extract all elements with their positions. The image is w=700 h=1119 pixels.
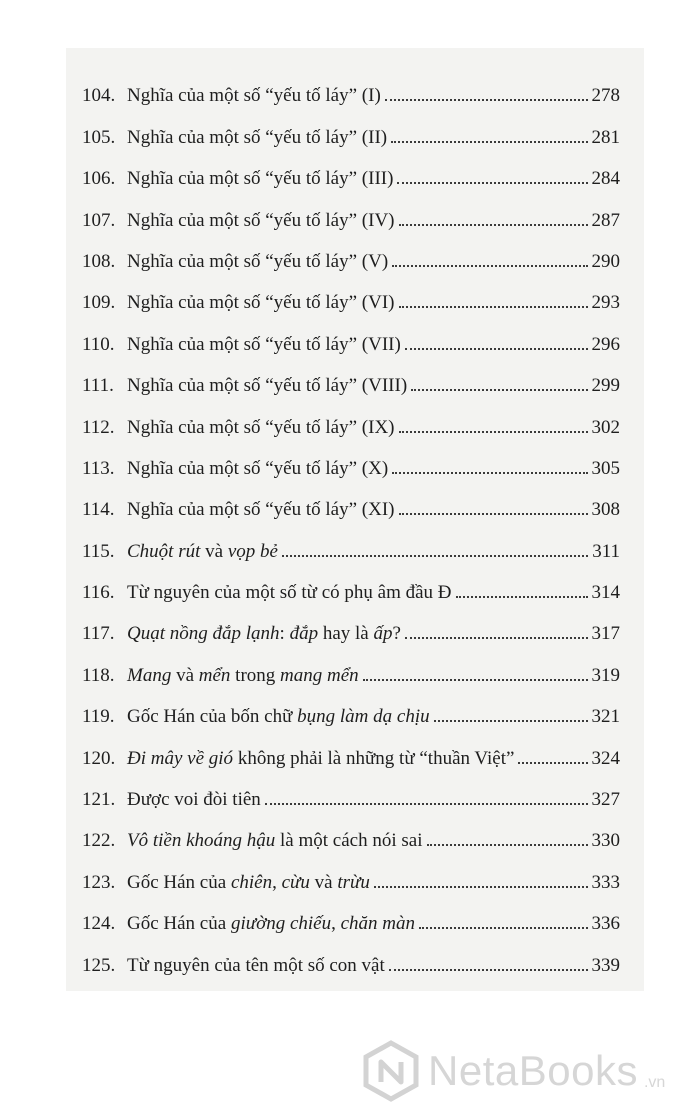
toc-entry-number: 114. <box>82 499 115 521</box>
toc-entry-number: 119. <box>82 706 115 728</box>
toc-entry-title <box>124 872 370 894</box>
toc-title-italic-part: Chuột rút <box>127 540 201 562</box>
toc-entry-title <box>124 375 407 397</box>
toc-title-part: Nghĩa của một số “yếu tố láy” (VII) <box>127 333 401 355</box>
toc-entry-number: 115. <box>82 540 115 562</box>
toc-entry <box>82 894 620 935</box>
toc-entry <box>82 645 620 686</box>
dot-leader <box>363 679 588 681</box>
toc-entry <box>82 563 620 604</box>
toc-title-part: Gốc Hán của <box>127 871 231 893</box>
dot-leader <box>427 844 588 846</box>
toc-title-part: , <box>331 913 341 935</box>
toc-entry <box>82 935 620 976</box>
toc-entry-title <box>124 541 278 563</box>
dot-leader <box>397 182 587 184</box>
toc-entry <box>82 273 620 314</box>
dot-leader <box>518 762 587 764</box>
toc-entry-page-number: 293 <box>591 292 620 314</box>
toc-entry-number: 120. <box>82 747 116 769</box>
toc-entry-page-number: 339 <box>591 954 620 976</box>
toc-entry <box>82 66 620 107</box>
toc-entry-title <box>124 913 415 935</box>
toc-entry-number: 105. <box>82 126 116 148</box>
toc-entry-page-number: 296 <box>591 333 620 355</box>
dot-leader <box>399 513 588 515</box>
toc-title-italic-part: đắp <box>289 623 319 645</box>
toc-entry <box>82 107 620 148</box>
dot-leader <box>434 720 588 722</box>
toc-entry <box>82 149 620 190</box>
toc-title-italic-part: giường chiếu <box>230 913 332 935</box>
toc-entry-title <box>124 623 401 645</box>
toc-title-italic-part: Vô tiền khoáng hậu <box>127 830 276 852</box>
dot-leader <box>405 348 588 350</box>
toc-entry-page-number: 278 <box>591 85 620 107</box>
dot-leader <box>399 306 588 308</box>
toc-entry-page-number: 287 <box>591 209 620 231</box>
toc-title-part: ? <box>392 623 401 645</box>
toc-entry-title <box>124 582 452 604</box>
toc-entry-number: 117. <box>82 623 115 645</box>
toc-entry <box>82 852 620 893</box>
toc-entry-number: 107. <box>82 209 116 231</box>
dot-leader <box>392 472 587 474</box>
toc-entry-title <box>124 748 514 770</box>
dot-leader <box>456 596 588 598</box>
toc-title-italic-part: mang mển <box>280 664 359 686</box>
toc-entry-number: 110. <box>82 333 115 355</box>
toc-entry <box>82 687 620 728</box>
toc-entry-page-number: 330 <box>591 830 620 852</box>
toc-entry-title <box>124 830 423 852</box>
toc-title-part: trong <box>230 664 281 686</box>
toc-entry <box>82 397 620 438</box>
toc-entry-title <box>124 292 395 314</box>
toc-title-part: Nghĩa của một số “yếu tố láy” (IX) <box>127 416 395 438</box>
toc-entry-page-number: 305 <box>591 457 620 479</box>
toc-title-italic-part: chăn màn <box>340 913 416 935</box>
toc-entry-page-number: 319 <box>591 664 620 686</box>
netabooks-logo-icon <box>360 1040 422 1102</box>
toc-title-part: , <box>272 871 282 893</box>
toc-entry-number: 112. <box>82 416 115 438</box>
toc-entry <box>82 480 620 521</box>
toc-entry-title <box>124 789 261 811</box>
dot-leader <box>265 803 588 805</box>
toc-entry <box>82 356 620 397</box>
toc-title-italic-part: Đi mây về gió <box>127 747 234 769</box>
watermark <box>360 1040 665 1102</box>
toc-entry-title <box>124 417 395 439</box>
toc-entry-page-number: 281 <box>591 126 620 148</box>
toc-title-part: Nghĩa của một số “yếu tố láy” (I) <box>127 85 381 107</box>
toc-title-part: và <box>309 871 338 893</box>
toc-entry-number: 116. <box>82 582 115 604</box>
toc-title-part: Nghĩa của một số “yếu tố láy” (V) <box>127 250 389 272</box>
dot-leader <box>411 389 587 391</box>
dot-leader <box>399 224 588 226</box>
toc-entry <box>82 314 620 355</box>
toc-title-part: Nghĩa của một số “yếu tố láy” (VIII) <box>127 375 408 397</box>
toc-title-part: Gốc Hán của bốn chữ <box>127 706 298 728</box>
toc-entry-number: 123. <box>82 871 116 893</box>
toc-title-part: và <box>200 540 228 562</box>
toc-title-part: Nghĩa của một số “yếu tố láy” (IV) <box>127 209 395 231</box>
toc-entry <box>82 521 620 562</box>
toc-entry-title <box>124 168 393 190</box>
toc-entry-page-number: 336 <box>591 913 620 935</box>
toc-entry <box>82 604 620 645</box>
toc-entry <box>82 728 620 769</box>
toc-entry-title <box>124 334 401 356</box>
toc-title-part: Nghĩa của một số “yếu tố láy” (II) <box>127 126 388 148</box>
toc-title-part: Nghĩa của một số “yếu tố láy” (X) <box>127 457 389 479</box>
watermark-brand: NetaBooks <box>428 1047 638 1094</box>
toc-entry-page-number: 299 <box>591 375 620 397</box>
toc-entry-title <box>124 85 381 107</box>
toc-entry-page-number: 324 <box>591 747 620 769</box>
toc-entry-page-number: 290 <box>591 250 620 272</box>
toc-entry-page-number: 284 <box>591 168 620 190</box>
toc-entry-number: 104. <box>82 85 116 107</box>
toc-title-italic-part: mển <box>198 664 231 686</box>
toc-title-part: hay là <box>318 623 374 645</box>
toc-title-part: Nghĩa của một số “yếu tố láy” (VI) <box>127 292 395 314</box>
toc-entry-page-number: 311 <box>592 540 620 562</box>
toc-title-italic-part: vọp bẻ <box>227 540 278 562</box>
toc-entry-title <box>124 499 395 521</box>
toc-entry-number: 108. <box>82 250 116 272</box>
toc-entry <box>82 439 620 480</box>
dot-leader <box>374 886 588 888</box>
toc-title-part: Từ nguyên của một số từ có phụ âm đầu Đ <box>127 582 452 604</box>
toc-entry-page-number: 321 <box>591 706 620 728</box>
toc-entry-number: 124. <box>82 913 116 935</box>
toc-entry-title <box>124 955 385 977</box>
toc-title-italic-part: chiên <box>230 871 273 893</box>
toc-title-part: Nghĩa của một số “yếu tố láy” (III) <box>127 168 394 190</box>
dot-leader <box>405 637 588 639</box>
toc-title-part: là một cách nói sai <box>275 830 423 852</box>
dot-leader <box>391 141 587 143</box>
toc-entry-number: 113. <box>82 457 115 479</box>
toc-entry-number: 125. <box>82 954 116 976</box>
toc-title-part: : <box>279 623 290 645</box>
toc-entry <box>82 770 620 811</box>
toc-title-part: Từ nguyên của tên một số con vật <box>127 954 385 976</box>
toc-entry <box>82 811 620 852</box>
toc-title-part: Gốc Hán của <box>127 913 231 935</box>
toc-title-italic-part: bụng làm dạ chịu <box>297 706 430 728</box>
toc-entry <box>82 232 620 273</box>
toc-title-italic-part: ấp <box>373 623 393 645</box>
toc-entry-number: 122. <box>82 830 116 852</box>
toc-entry-page-number: 333 <box>591 871 620 893</box>
toc-entry-page-number: 317 <box>591 623 620 645</box>
toc-title-part: và <box>171 664 199 686</box>
dot-leader <box>392 265 587 267</box>
toc-title-italic-part: Quạt nồng đắp lạnh <box>127 623 280 645</box>
toc-title-part: không phải là những từ “thuần Việt” <box>233 747 515 769</box>
toc-entry-number: 109. <box>82 292 116 314</box>
toc-entry-page-number: 327 <box>591 789 620 811</box>
toc-entry-page-number: 308 <box>591 499 620 521</box>
dot-leader <box>282 555 588 557</box>
toc-entry-number: 121. <box>82 789 116 811</box>
toc-entry-number: 106. <box>82 168 116 190</box>
toc-entry-title <box>124 127 387 149</box>
dot-leader <box>389 969 588 971</box>
toc-entry-page-number: 314 <box>591 582 620 604</box>
toc-entry-number: 111. <box>82 375 114 397</box>
toc-title-italic-part: cừu <box>281 871 310 893</box>
toc-title-part: Nghĩa của một số “yếu tố láy” (XI) <box>127 499 395 521</box>
toc-title-italic-part: trừu <box>337 871 370 893</box>
table-of-contents <box>82 66 620 977</box>
toc-entry <box>82 190 620 231</box>
toc-entry-page-number: 302 <box>591 416 620 438</box>
toc-entry-number: 118. <box>82 664 115 686</box>
toc-title-italic-part: Mang <box>127 664 172 686</box>
toc-entry-title <box>124 251 388 273</box>
toc-entry-title <box>124 706 430 728</box>
toc-entry-title <box>124 458 388 480</box>
toc-entry-title <box>124 210 395 232</box>
dot-leader <box>385 99 588 101</box>
dot-leader <box>419 927 587 929</box>
dot-leader <box>399 431 588 433</box>
toc-title-part: Được voi đòi tiên <box>127 789 261 811</box>
toc-entry-title <box>124 665 359 687</box>
watermark-suffix: .vn <box>643 1074 666 1091</box>
